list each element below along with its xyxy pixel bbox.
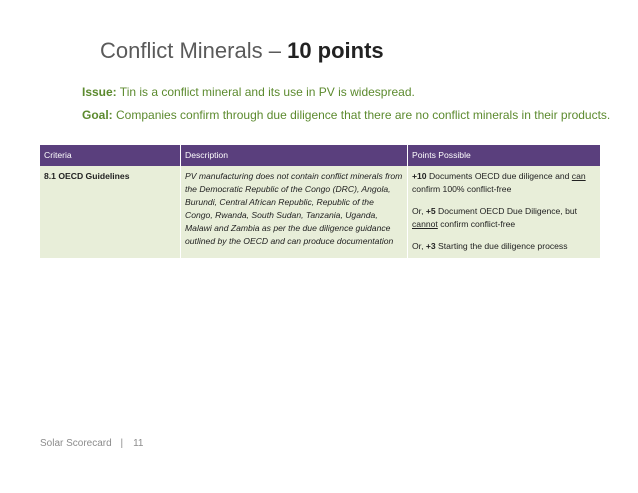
- header-description: Description: [181, 145, 408, 166]
- points-value: +10: [412, 171, 427, 181]
- points-value: +3: [425, 241, 436, 251]
- points-cell: [408, 166, 601, 258]
- table-header-row: [40, 145, 600, 166]
- issue-text: Tin is a conflict mineral and its use in PV is widespread.: [116, 85, 415, 99]
- points-text: Documents OECD due diligence and: [426, 171, 572, 181]
- table-row: [40, 166, 600, 258]
- points-text: Starting the due diligence process: [435, 241, 568, 251]
- header-points-possible: Points Possible: [408, 145, 601, 166]
- footer-separator: |: [120, 438, 124, 449]
- page-footer: [40, 438, 143, 449]
- points-value: +5: [425, 206, 436, 216]
- criteria-cell: [40, 166, 181, 258]
- points-prefix: Or,: [412, 206, 426, 216]
- points-option-5: [412, 205, 596, 231]
- points-text-rest: confirm conflict-free: [437, 219, 516, 229]
- page-number: 11: [133, 438, 144, 449]
- points-option-3: [412, 240, 596, 253]
- issue-label: Issue:: [82, 85, 117, 99]
- goal-label: Goal:: [82, 108, 113, 122]
- goal-text: Companies confirm through due diligence that there are no conflict minerals in their products.: [112, 108, 611, 122]
- points-text-rest: confirm 100% conflict-free: [412, 184, 512, 194]
- points-text: Document OECD Due Diligence, but: [435, 206, 578, 216]
- title-regular: Conflict Minerals –: [100, 38, 288, 63]
- points-option-10: [412, 170, 596, 196]
- points-emphasis: can: [571, 171, 586, 181]
- title-points: 10 points: [287, 38, 384, 63]
- header-criteria: Criteria: [40, 145, 181, 166]
- points-emphasis: cannot: [412, 219, 438, 229]
- description-cell: PV manufacturing does not contain conflict minerals from the Democratic Republic of the Congo (DRC), Angola, Burundi, Central African Republic, Republic of the Congo, Rwanda, South Sudan, Tanzania, Uganda, Malawi and Zambia as per the due diligence guidance outlined by the OECD and can produce documentation: [181, 166, 408, 258]
- page-title: [100, 38, 384, 64]
- criteria-table: [40, 145, 600, 258]
- goal-statement: [82, 108, 610, 122]
- footer-name: Solar Scorecard: [40, 438, 112, 449]
- points-prefix: Or,: [412, 241, 426, 251]
- issue-statement: [82, 85, 415, 99]
- criteria-label: 8.1 OECD Guidelines: [44, 171, 130, 181]
